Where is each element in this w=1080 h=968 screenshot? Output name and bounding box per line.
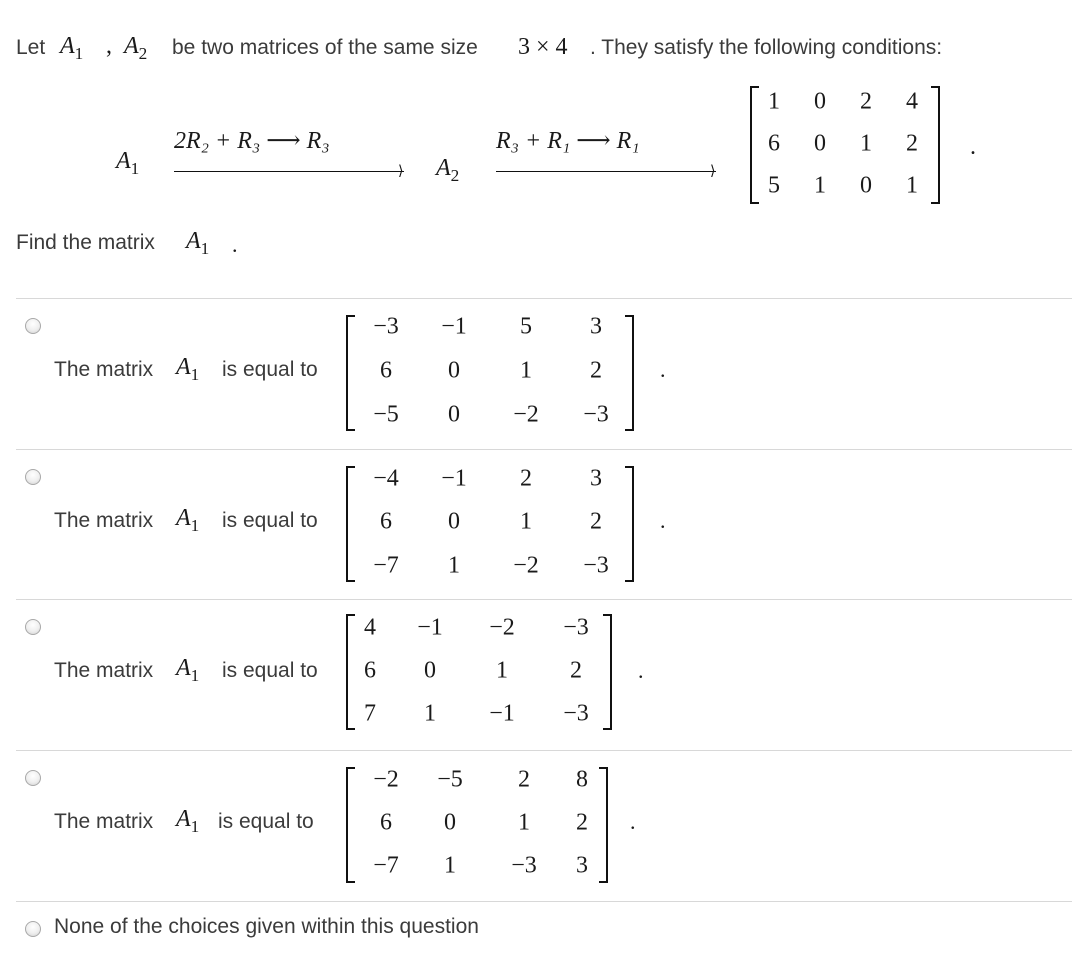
option-5[interactable] <box>0 902 1080 952</box>
option-1-a1 <box>176 354 200 384</box>
matrix-cell: 8 <box>576 766 588 793</box>
subscript: 2 <box>450 165 460 185</box>
intro-mid-text: be two matrices of the same size <box>172 36 478 59</box>
matrix-a1-label <box>60 33 84 63</box>
matrix-cell: 5 <box>768 172 780 199</box>
matrix-symbol: A <box>176 505 191 531</box>
find-period: . <box>232 232 238 257</box>
right-bracket <box>599 767 608 883</box>
left-bracket <box>346 466 355 582</box>
matrix-cell: 0 <box>448 401 460 428</box>
matrix-cell: 2 <box>576 809 588 836</box>
matrix-symbol: A <box>176 354 191 380</box>
arrow-1-head-icon: ⟩ <box>398 163 404 179</box>
arrow-2-line <box>496 171 716 172</box>
matrix-cell: 0 <box>448 357 460 384</box>
row-op-1 <box>174 126 330 155</box>
matrix-cell: 1 <box>444 852 456 879</box>
subscript: 1 <box>74 43 84 63</box>
right-bracket <box>931 86 940 204</box>
matrix-symbol: A <box>436 155 451 181</box>
option-1[interactable] <box>0 299 1080 449</box>
option-4-a1 <box>176 806 200 836</box>
option-1-radio[interactable] <box>25 318 41 334</box>
option-4-suffix: is equal to <box>218 810 314 833</box>
matrix-cell: −7 <box>373 852 399 879</box>
option-4[interactable] <box>0 751 1080 901</box>
intro-end-text: . They satisfy the following conditions: <box>590 36 943 59</box>
result-matrix <box>750 86 940 204</box>
option-2-matrix <box>346 466 634 582</box>
matrix-cell: −1 <box>441 465 467 492</box>
matrix-cell: 1 <box>448 552 460 579</box>
matrix-cell: 0 <box>444 809 456 836</box>
matrix-cell: 2 <box>590 357 602 384</box>
option-2-period: . <box>660 508 666 533</box>
matrix-symbol: A <box>176 806 191 832</box>
matrix-cell: −2 <box>513 401 539 428</box>
subscript: 2 <box>138 43 148 63</box>
matrix-cell: 4 <box>906 88 918 115</box>
matrix-cell: −3 <box>583 401 609 428</box>
option-1-suffix: is equal to <box>222 358 318 381</box>
left-bracket <box>750 86 759 204</box>
matrix-a2-label <box>124 33 148 63</box>
option-2[interactable] <box>0 450 1080 600</box>
option-1-matrix <box>346 315 634 431</box>
matrix-symbol: A <box>60 33 75 59</box>
comma: , <box>106 33 112 59</box>
matrix-cell: 1 <box>520 508 532 535</box>
option-2-a1 <box>176 505 200 535</box>
matrix-cell: 2 <box>518 766 530 793</box>
arrow-2-head-icon: ⟩ <box>710 163 716 179</box>
find-matrix-label <box>186 228 210 258</box>
matrix-cell: 0 <box>814 88 826 115</box>
option-2-suffix: is equal to <box>222 509 318 532</box>
matrix-symbol: A <box>116 148 131 174</box>
matrix-cell: 0 <box>860 172 872 199</box>
matrix-cell: −5 <box>373 401 399 428</box>
option-3-a1 <box>176 655 200 685</box>
matrix-cell: −2 <box>513 552 539 579</box>
question-intro <box>16 36 45 60</box>
subscript: 1 <box>190 515 200 535</box>
subscript: 1 <box>200 238 210 258</box>
left-bracket <box>346 315 355 431</box>
matrix-cell: 3 <box>590 465 602 492</box>
matrix-cell: −1 <box>489 700 515 727</box>
let-text: Let <box>16 36 46 59</box>
matrix-cell: 6 <box>364 657 376 684</box>
subscript: 1 <box>190 665 200 685</box>
option-4-radio[interactable] <box>25 770 41 786</box>
matrix-cell: −3 <box>563 614 589 641</box>
chain-a2 <box>436 155 460 185</box>
matrix-cell: −7 <box>373 552 399 579</box>
matrix-cell: 6 <box>380 508 392 535</box>
option-1-period: . <box>660 357 666 382</box>
option-3-radio[interactable] <box>25 619 41 635</box>
matrix-cell: 6 <box>768 130 780 157</box>
matrix-cell: 7 <box>364 700 376 727</box>
matrix-cell: 2 <box>570 657 582 684</box>
matrix-symbol: A <box>124 33 139 59</box>
matrix-cell: 4 <box>364 614 376 641</box>
matrix-cell: −3 <box>583 552 609 579</box>
option-3-period: . <box>638 658 644 683</box>
matrix-cell: 3 <box>576 852 588 879</box>
matrix-cell: −3 <box>511 852 537 879</box>
option-4-matrix <box>346 767 608 883</box>
subscript: 1 <box>190 816 200 836</box>
matrix-cell: −3 <box>563 700 589 727</box>
matrix-cell: 1 <box>768 88 780 115</box>
option-3-prefix: The matrix <box>54 659 154 682</box>
matrix-cell: 0 <box>814 130 826 157</box>
size-expression: 3 × 4 <box>518 34 568 60</box>
row-op-2-text: R₃ + R₁ ⟶ R₁ <box>496 128 640 154</box>
matrix-cell: −2 <box>373 766 399 793</box>
option-3-matrix <box>346 614 612 730</box>
matrix-cell: 3 <box>590 313 602 340</box>
matrix-cell: 1 <box>860 130 872 157</box>
matrix-cell: 1 <box>520 357 532 384</box>
matrix-cell: 6 <box>380 357 392 384</box>
option-4-period: . <box>630 809 636 834</box>
matrix-cell: 0 <box>424 657 436 684</box>
option-2-radio[interactable] <box>25 469 41 485</box>
matrix-symbol: A <box>186 228 201 254</box>
left-bracket <box>346 614 355 730</box>
matrix-cell: 1 <box>814 172 826 199</box>
option-1-prefix: The matrix <box>54 358 154 381</box>
subscript: 1 <box>130 158 140 178</box>
matrix-cell: −1 <box>417 614 443 641</box>
option-3-suffix: is equal to <box>222 659 318 682</box>
matrix-cell: 0 <box>448 508 460 535</box>
matrix-cell: 1 <box>424 700 436 727</box>
row-op-1-text: 2R₂ + R₃ ⟶ R₃ <box>174 128 330 154</box>
left-bracket <box>346 767 355 883</box>
matrix-cell: −3 <box>373 313 399 340</box>
find-text: Find the matrix <box>16 231 155 254</box>
option-5-label: None of the choices given within this question <box>54 915 479 938</box>
matrix-cell: 2 <box>906 130 918 157</box>
subscript: 1 <box>190 364 200 384</box>
right-bracket <box>625 315 634 431</box>
result-period: . <box>970 134 976 160</box>
matrix-cell: 2 <box>860 88 872 115</box>
matrix-cell: 1 <box>496 657 508 684</box>
matrix-cell: −5 <box>437 766 463 793</box>
option-2-prefix: The matrix <box>54 509 154 532</box>
right-bracket <box>625 466 634 582</box>
option-5-radio[interactable] <box>25 921 41 937</box>
matrix-cell: 6 <box>380 809 392 836</box>
option-3[interactable] <box>0 600 1080 750</box>
matrix-cell: 1 <box>518 809 530 836</box>
option-4-prefix: The matrix <box>54 810 154 833</box>
chain-a1 <box>116 148 140 178</box>
matrix-cell: 2 <box>520 465 532 492</box>
matrix-cell: −4 <box>373 465 399 492</box>
matrix-cell: 1 <box>906 172 918 199</box>
row-op-2 <box>496 126 640 155</box>
arrow-1-line <box>174 171 404 172</box>
right-bracket <box>603 614 612 730</box>
matrix-cell: 5 <box>520 313 532 340</box>
matrix-cell: −1 <box>441 313 467 340</box>
matrix-cell: 2 <box>590 508 602 535</box>
matrix-cell: −2 <box>489 614 515 641</box>
matrix-symbol: A <box>176 655 191 681</box>
